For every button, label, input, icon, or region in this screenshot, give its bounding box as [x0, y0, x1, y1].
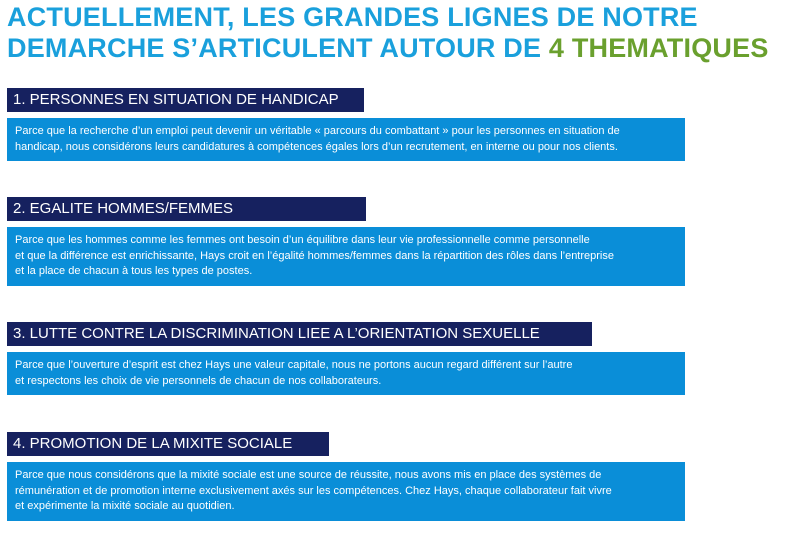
section-body [7, 118, 685, 161]
body-line: Parce que les hommes comme les femmes ont besoin d’un équilibre dans leur vie professionnelle comme personnelle [15, 234, 590, 246]
title-accent: 4 THEMATIQUES [548, 33, 769, 63]
section-mixite [7, 432, 685, 521]
title-line-2-prefix: DEMARCHE S’ARTICULENT AUTOUR DE [7, 33, 549, 63]
section-heading: 3. LUTTE CONTRE LA DISCRIMINATION LIEE A L’ORIENTATION SEXUELLE [7, 322, 592, 346]
section-heading: 2. EGALITE HOMMES/FEMMES [7, 197, 366, 221]
title-line-1: ACTUELLEMENT, LES GRANDES LIGNES DE NOTRE [7, 2, 698, 32]
section-discrimination [7, 322, 685, 395]
section-body [7, 352, 685, 395]
body-line: Parce que l’ouverture d’esprit est chez Hays une valeur capitale, nous ne portons aucun regard différent sur l’autre [15, 359, 573, 371]
body-line: rémunération et de promotion interne exclusivement axés sur les compétences. Chez Hays, chaque collaborateur fait vivre [15, 484, 612, 497]
section-egalite [7, 197, 685, 286]
section-heading: 4. PROMOTION DE LA MIXITE SOCIALE [7, 432, 329, 456]
section-body [7, 227, 685, 286]
section-body [7, 462, 685, 521]
body-line: et que la différence est enrichissante, Hays croit en l’égalité hommes/femmes dans la répartition des rôles dans l’entreprise [15, 249, 614, 262]
title-line-2 [7, 33, 797, 64]
body-line: et expérimente la mixité sociale au quotidien. [15, 500, 235, 512]
body-line: et la place de chacun à tous les types de postes. [15, 265, 253, 277]
section-heading: 1. PERSONNES EN SITUATION DE HANDICAP [7, 88, 364, 112]
section-handicap [7, 88, 685, 161]
body-line: Parce que la recherche d’un emploi peut devenir un véritable « parcours du combattant » pour les personnes en situation de [15, 125, 620, 137]
page-title [7, 2, 797, 64]
body-line: handicap, nous considérons leurs candidatures à compétences égales lors d’un recrutement, en interne ou pour nos clients. [15, 140, 618, 153]
body-line: Parce que nous considérons que la mixité sociale est une source de réussite, nous avons mis en place des systèmes de [15, 469, 602, 481]
body-line: et respectons les choix de vie personnels de chacun de nos collaborateurs. [15, 374, 382, 387]
